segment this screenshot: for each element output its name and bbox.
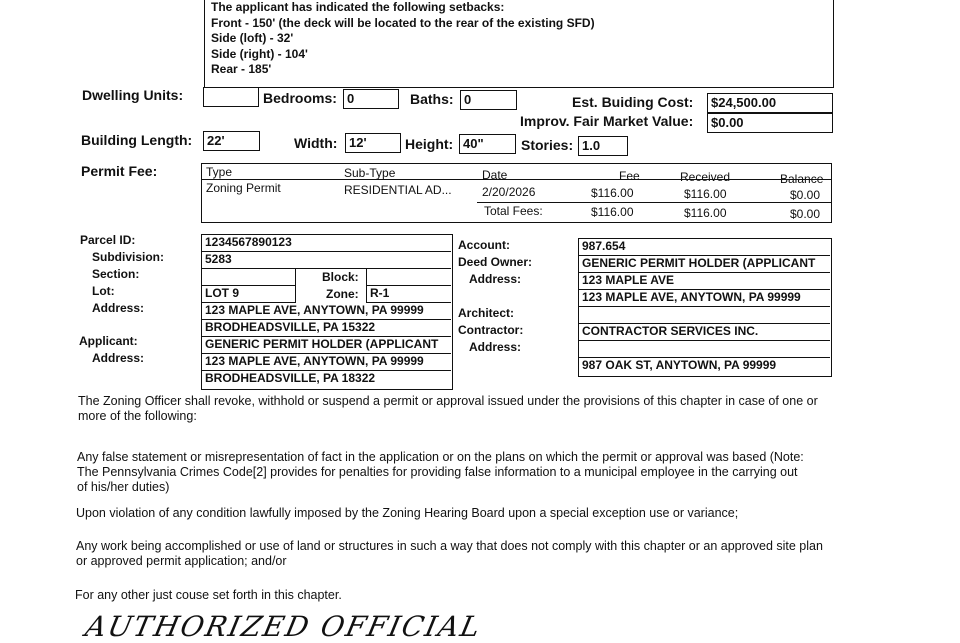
fee-header-fee: Fee [619,169,640,183]
baths-field[interactable]: 0 [460,90,517,110]
terms-other-cause: For any other just couse set forth in this chapter. [75,588,342,602]
setback-front: Front - 150' (the deck will be located to the rear of the existing SFD) [211,15,595,30]
stories-label: Stories: [521,137,574,153]
setbacks-notes [204,0,834,88]
terms-noncompliance: Any work being accomplished or use of land or structures in such a way that does not comply with this chapter or an approved site plan or approved permit application; and/or [76,539,823,568]
address-line2: BRODHEADSVILLE, PA 15322 [202,320,451,337]
fair-market-field[interactable]: $0.00 [707,113,833,133]
fee-header-subtype: Sub-Type [344,166,396,180]
owner-grid [578,238,832,377]
build-cost-field[interactable]: $24,500.00 [707,93,833,113]
parcel-id-value: 1234567890123 [202,235,451,252]
owner-address-line1: 123 MAPLE AVE [579,273,830,290]
width-field[interactable]: 12' [345,133,401,153]
building-length-field[interactable]: 22' [203,131,260,151]
fee-total-divider [477,202,831,203]
fee-row-received: $116.00 [684,187,727,201]
dwelling-units-field[interactable] [203,87,259,107]
lot-value: LOT 9 [202,286,296,303]
terms-violation: Upon violation of any condition lawfully imposed by the Zoning Hearing Board upon a special exception use or variance; [76,506,739,520]
fee-row-date: 2/20/2026 [482,185,536,199]
setback-side-left: Side (loft) - 32' [211,31,294,45]
terms-false-statement: Any false statement or misrepresentation of fact in the application or on the plans on which the permit or approval was based (Note: The Pennsylvania Crimes Code[2] provides for penalties for providing false information to a municipal employee in the carrying out of his/her duties) [77,450,804,494]
setbacks-heading: The applicant has indicated the following setbacks: [211,0,505,14]
fee-row-balance: $0.00 [790,188,821,202]
fee-header-balance: Balance [780,172,824,186]
fair-market-label: Improv. Fair Market Value: [520,113,694,129]
fee-row-type: Zoning Permit [206,181,281,195]
contractor-label: Contractor: [458,323,524,337]
section-label: Section: [92,267,140,281]
owner-address-label: Address: [469,272,522,286]
contractor-address-line2: 987 OAK ST, ANYTOWN, PA 99999 [582,358,777,372]
building-length-label: Building Length: [81,132,193,148]
stories-field[interactable]: 1.0 [578,136,628,156]
setback-rear: Rear - 185' [211,62,272,76]
fee-total-fee: $116.00 [591,205,634,219]
subdivision-label: Subdivision: [92,250,164,264]
address-label: Address: [92,301,145,315]
architect-value [579,307,830,324]
permit-fee-table [201,163,832,223]
fee-total-label: Total Fees: [484,204,543,218]
parcel-id-label: Parcel ID: [80,233,136,247]
baths-label: Baths: [410,91,454,107]
contractor-address-label: Address: [469,340,522,354]
address-line1: 123 MAPLE AVE, ANYTOWN, PA 99999 [202,303,451,320]
owner-address-line2: 123 MAPLE AVE, ANYTOWN, PA 99999 [579,290,830,307]
bedrooms-label: Bedrooms: [263,90,337,106]
block-label: Block: [322,270,359,284]
height-label: Height: [405,136,454,152]
signature: AUTHORIZED OFFICIAL [82,610,485,643]
fee-row-subtype: RESIDENTIAL AD... [344,183,452,197]
fee-header-date: Date [482,168,508,182]
fee-row-fee: $116.00 [591,186,634,200]
applicant-value: GENERIC PERMIT HOLDER (APPLICANT [202,337,451,354]
applicant-address-line2: BRODHEADSVILLE, PA 18322 [205,371,376,385]
fee-total-received: $116.00 [684,206,727,220]
subdivision-value: 5283 [202,252,451,269]
permit-fee-label: Permit Fee: [81,163,158,179]
setback-side-right: Side (right) - 104' [211,46,308,61]
account-value: 987.654 [579,239,830,256]
zone-label: Zone: [326,287,359,301]
block-value [366,269,451,286]
account-label: Account: [458,238,510,252]
deed-owner-label: Deed Owner: [458,255,533,269]
section-value [202,269,296,286]
fee-header-divider [202,179,831,180]
build-cost-label: Est. Buiding Cost: [572,94,694,110]
height-field[interactable]: 40" [459,134,516,154]
fee-header-received: Received [680,170,731,184]
terms-intro: The Zoning Officer shall revoke, withhold or suspend a permit or approval issued under the provisions of this chapter in case of one or more of the following: [78,394,818,423]
fee-total-balance: $0.00 [790,207,821,221]
parcel-grid [201,234,453,390]
deed-owner-value: GENERIC PERMIT HOLDER (APPLICANT [579,256,830,273]
zone-value: R-1 [366,286,451,303]
applicant-address-label: Address: [92,351,145,365]
fee-header-type: Type [206,165,233,179]
width-label: Width: [294,135,338,151]
contractor-value: CONTRACTOR SERVICES INC. [579,324,830,341]
contractor-address-line1 [579,341,830,358]
dwelling-units-label: Dwelling Units: [82,87,184,103]
architect-label: Architect: [458,306,515,320]
applicant-label: Applicant: [79,334,138,348]
applicant-address-line1: 123 MAPLE AVE, ANYTOWN, PA 99999 [202,354,451,371]
lot-label: Lot: [92,284,115,298]
bedrooms-field[interactable]: 0 [343,89,399,109]
